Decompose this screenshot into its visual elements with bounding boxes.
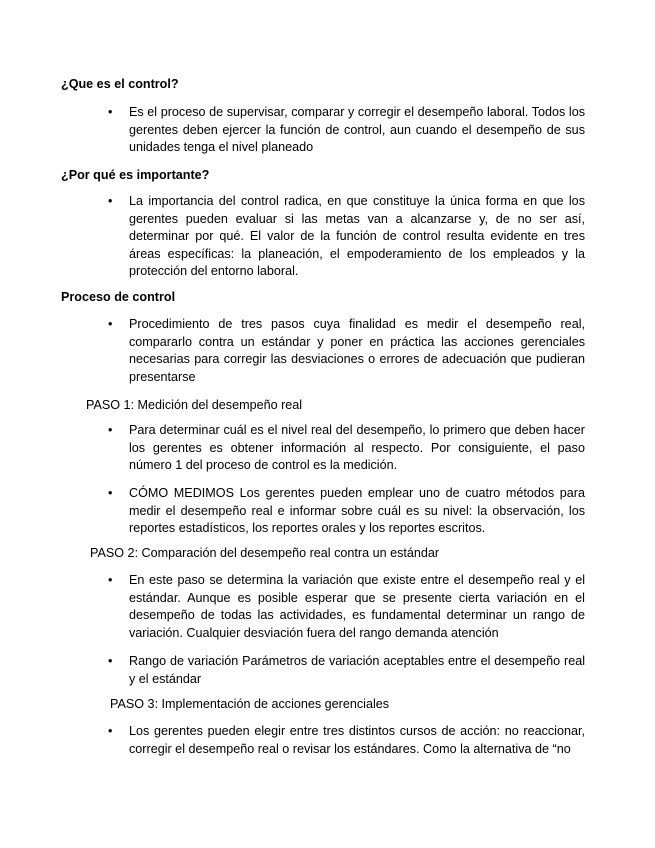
bullet-marker: • — [108, 317, 113, 331]
list-item — [108, 723, 585, 758]
heading-paso-3: PASO 3: Implementación de acciones gerenciales — [110, 697, 390, 711]
paragraph-text: Procedimiento de tres pasos cuya finalidad es medir el desempeño real, compararlo contra un estándar y poner en práctica las acciones gerenciales necesarias para corregir las desviaciones o errores de adecuación que pudieran presentarse — [129, 317, 585, 384]
list-item — [108, 104, 585, 157]
heading-por-que-es-importante: ¿Por qué es importante? — [61, 168, 210, 182]
paragraph-text: Para determinar cuál es el nivel real del desempeño, lo primero que deben hacer los gerentes es obtener información al respecto. Por consiguiente, el paso número 1 del proceso de control es la medición. — [129, 423, 585, 473]
list-item — [108, 653, 585, 688]
paragraph-text: Es el proceso de supervisar, comparar y corregir el desempeño laboral. Todos los gerentes deben ejercer la función de control, aun cuando el desempeño de sus unidades tenga el nivel planeado — [129, 105, 585, 155]
bullet-marker: • — [108, 194, 113, 208]
paragraph-text: En este paso se determina la variación que existe entre el desempeño real y el estándar. Aunque es posible esperar que se presente cierta variación en el desempeño de todas las actividades, es fundamental determinar un rango de variación. Cualquier desviación fuera del rango demanda atención — [129, 573, 585, 640]
list-item — [108, 572, 585, 642]
list-item — [108, 316, 585, 386]
paragraph-text: La importancia del control radica, en que constituye la única forma en que los gerentes pueden evaluar si las metas van a alcanzarse y, de no ser así, determinar por qué. El valor de la función de control resulta evidente en tres áreas específicas: la planeación, el empoderamiento de los empleados y la protección del entorno laboral. — [129, 194, 585, 279]
heading-proceso-de-control: Proceso de control — [61, 290, 176, 304]
paragraph-text: Rango de variación Parámetros de variación aceptables entre el desempeño real y el estándar — [129, 654, 585, 686]
bullet-marker: • — [108, 423, 113, 437]
heading-paso-2: PASO 2: Comparación del desempeño real contra un estándar — [90, 546, 440, 560]
bullet-marker: • — [108, 573, 113, 587]
paragraph-text: CÓMO MEDIMOS Los gerentes pueden emplear uno de cuatro métodos para medir el desempeño real e informar sobre cuál es su nivel: la observación, los reportes estadísticos, los reportes orales y los reportes escritos. — [129, 486, 585, 536]
list-item — [108, 485, 585, 538]
bullet-marker: • — [108, 105, 113, 119]
list-item — [108, 193, 585, 281]
bullet-marker: • — [108, 486, 113, 500]
paragraph-text: Los gerentes pueden elegir entre tres distintos cursos de acción: no reaccionar, corregir el desempeño real o revisar los estándares. Como la alternativa de “no — [129, 724, 585, 756]
heading-paso-1: PASO 1: Medición del desempeño real — [86, 398, 303, 412]
bullet-marker: • — [108, 654, 113, 668]
heading-que-es-el-control: ¿Que es el control? — [61, 77, 179, 91]
list-item — [108, 422, 585, 475]
bullet-marker: • — [108, 724, 113, 738]
